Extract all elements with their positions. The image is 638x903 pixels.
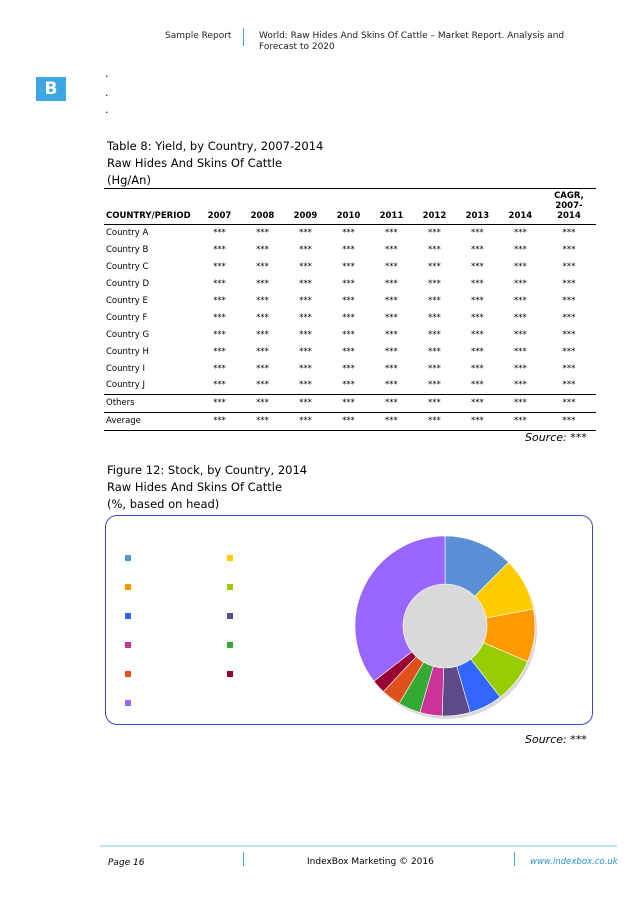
table-cell: *** <box>428 228 441 239</box>
table-row <box>104 242 596 259</box>
table-cell: *** <box>299 228 312 239</box>
figure-subtitle: Raw Hides And Skins Of Cattle <box>107 480 283 494</box>
figure-title: Figure 12: Stock, by Country, 2014 <box>107 463 308 477</box>
table-cell: *** <box>385 329 398 340</box>
table-cell: *** <box>342 363 355 374</box>
table-cell: *** <box>562 262 576 273</box>
column-header: 2008 <box>250 211 275 221</box>
ellipsis-dot: . <box>105 103 109 116</box>
column-header: 2012 <box>422 211 447 221</box>
table-cell: *** <box>562 329 576 340</box>
cagr-column-header <box>542 189 596 225</box>
table-cell: *** <box>514 329 527 340</box>
table-row <box>104 276 596 293</box>
table-cell: *** <box>299 296 312 306</box>
table-cell: *** <box>428 329 441 340</box>
table-cell: *** <box>514 245 527 256</box>
table-row <box>104 377 596 394</box>
table-cell: *** <box>428 296 441 306</box>
table-cell: *** <box>471 296 484 306</box>
table-cell: *** <box>299 279 312 290</box>
table-cell: *** <box>471 262 484 273</box>
table-cell: *** <box>562 346 576 357</box>
table-cell: *** <box>213 329 226 340</box>
table-cell: *** <box>385 245 398 256</box>
table-cell: *** <box>385 262 398 273</box>
table-cell: *** <box>299 312 312 323</box>
legend-swatch <box>125 555 131 561</box>
table-cell: *** <box>299 329 312 340</box>
legend-swatch <box>227 671 233 677</box>
table-cell: *** <box>428 363 441 374</box>
table-cell: *** <box>542 412 596 430</box>
table-cell: *** <box>562 312 576 323</box>
legend-swatch <box>227 555 233 561</box>
table-cell: *** <box>499 412 542 430</box>
table-row <box>104 360 596 377</box>
table-cell: *** <box>514 228 527 239</box>
table-cell: *** <box>385 312 398 323</box>
table-cell: *** <box>342 346 355 357</box>
table-cell: *** <box>370 412 413 430</box>
indexbox-logo: B <box>36 77 66 101</box>
table-cell: *** <box>342 279 355 290</box>
table-cell: *** <box>213 296 226 306</box>
table-cell: *** <box>471 245 484 256</box>
table-subtitle: Raw Hides And Skins Of Cattle <box>107 156 283 170</box>
table-row <box>104 326 596 343</box>
legend-swatch <box>125 613 131 619</box>
table-cell: *** <box>562 296 576 306</box>
table-cell: *** <box>514 346 527 357</box>
table-cell: *** <box>471 363 484 374</box>
legend-swatch <box>125 642 131 648</box>
table-cell: *** <box>299 380 312 391</box>
table-cell: *** <box>471 380 484 391</box>
table-cell: *** <box>428 380 441 391</box>
table-cell: *** <box>471 228 484 239</box>
column-header: COUNTRY/PERIOD <box>106 211 191 221</box>
ellipsis-dot: . <box>105 67 109 80</box>
row-label: Country B <box>106 245 149 256</box>
row-label: Country I <box>106 363 145 374</box>
table-cell: *** <box>256 312 269 323</box>
footer-separator <box>514 852 515 866</box>
table-row <box>104 259 596 276</box>
legend-swatch <box>125 584 131 590</box>
table-cell: *** <box>213 262 226 273</box>
table-cell: *** <box>256 363 269 374</box>
table-cell: *** <box>385 363 398 374</box>
table-cell: *** <box>385 228 398 239</box>
donut-chart <box>350 531 540 721</box>
table-cell: *** <box>213 312 226 323</box>
row-label: Country E <box>106 296 148 306</box>
table-cell: *** <box>413 412 456 430</box>
table-cell: *** <box>256 296 269 306</box>
table-cell: *** <box>471 346 484 357</box>
table-cell: *** <box>514 312 527 323</box>
table-cell: *** <box>241 394 284 412</box>
table-row <box>104 309 596 326</box>
footer-separator <box>243 852 244 866</box>
header-sample-report: Sample Report <box>165 31 232 41</box>
table-body <box>104 225 596 431</box>
table-cell: *** <box>256 329 269 340</box>
cagr-header-line: CAGR, <box>554 191 584 201</box>
legend-swatch <box>125 671 131 677</box>
legend-swatch <box>227 642 233 648</box>
figure-unit: (%, based on head) <box>107 497 220 511</box>
table-cell: *** <box>514 279 527 290</box>
table-cell: *** <box>256 279 269 290</box>
figure-source: Source: *** <box>525 733 587 746</box>
table-cell: *** <box>385 380 398 391</box>
footer-rule <box>100 845 617 847</box>
table-cell: *** <box>342 380 355 391</box>
table-cell: *** <box>342 228 355 239</box>
cagr-header-line: 2007- <box>555 201 583 211</box>
table-cell: *** <box>299 346 312 357</box>
header-title-line1: World: Raw Hides And Skins Of Cattle – Market Report. Analysis and <box>259 31 565 41</box>
table-cell: *** <box>514 262 527 273</box>
table-cell: *** <box>428 346 441 357</box>
column-header: 2010 <box>336 211 361 221</box>
table-cell: *** <box>213 346 226 357</box>
table-cell: *** <box>327 394 370 412</box>
table-cell: *** <box>198 394 241 412</box>
table-cell: *** <box>256 245 269 256</box>
table-cell: *** <box>428 279 441 290</box>
row-label: Others <box>104 394 198 412</box>
table-cell: *** <box>213 363 226 374</box>
row-label: Country A <box>106 228 149 239</box>
row-label: Country D <box>106 279 150 290</box>
row-label: Country J <box>106 380 145 391</box>
table-cell: *** <box>213 245 226 256</box>
column-header: 2009 <box>293 211 318 221</box>
table-unit: (Hg/An) <box>107 173 151 187</box>
row-label: Average <box>104 412 198 430</box>
table-cell: *** <box>428 312 441 323</box>
table-cell: *** <box>256 228 269 239</box>
table-cell: *** <box>456 412 499 430</box>
table-header-row <box>104 189 596 225</box>
table-cell: *** <box>327 412 370 430</box>
column-header: 2013 <box>465 211 490 221</box>
table-cell: *** <box>370 394 413 412</box>
table-cell: *** <box>299 363 312 374</box>
table-cell: *** <box>542 394 596 412</box>
column-header: 2011 <box>379 211 404 221</box>
table-source: Source: *** <box>525 431 587 444</box>
table-cell: *** <box>562 279 576 290</box>
table-cell: *** <box>385 279 398 290</box>
table-cell: *** <box>299 262 312 273</box>
table-cell: *** <box>256 380 269 391</box>
table-cell: *** <box>428 245 441 256</box>
footer-website-link[interactable]: www.indexbox.co.uk <box>530 857 618 867</box>
row-label: Country C <box>106 262 149 273</box>
table-cell: *** <box>299 245 312 256</box>
header-report-title <box>259 31 579 53</box>
footer-copyright: IndexBox Marketing © 2016 <box>307 857 434 867</box>
table-cell: *** <box>213 228 226 239</box>
table-cell: *** <box>471 279 484 290</box>
table-cell: *** <box>471 329 484 340</box>
table-cell: *** <box>562 380 576 391</box>
table-cell: *** <box>562 245 576 256</box>
legend-swatch <box>227 613 233 619</box>
cagr-header-line: 2014 <box>557 211 581 221</box>
table-cell: *** <box>213 279 226 290</box>
table-cell: *** <box>342 245 355 256</box>
table-row <box>104 343 596 360</box>
table-cell: *** <box>514 296 527 306</box>
table-cell: *** <box>428 262 441 273</box>
table-cell: *** <box>514 380 527 391</box>
table-cell: *** <box>342 329 355 340</box>
table-cell: *** <box>499 394 542 412</box>
header-title-line2: Forecast to 2020 <box>259 42 335 52</box>
legend-swatch <box>125 700 131 706</box>
table-cell: *** <box>342 296 355 306</box>
table-cell: *** <box>213 380 226 391</box>
row-label: Country F <box>106 312 148 323</box>
table-cell: *** <box>514 363 527 374</box>
table-cell: *** <box>342 262 355 273</box>
row-label: Country G <box>106 329 150 340</box>
table-row <box>104 394 596 412</box>
table-cell: *** <box>385 346 398 357</box>
table-cell: *** <box>284 394 327 412</box>
table-cell: *** <box>562 228 576 239</box>
table-cell: *** <box>456 394 499 412</box>
table-row <box>104 293 596 310</box>
table-cell: *** <box>385 296 398 306</box>
table-cell: *** <box>241 412 284 430</box>
table-cell: *** <box>471 312 484 323</box>
column-header: 2007 <box>207 211 232 221</box>
footer-page-number: Page 16 <box>108 858 145 868</box>
table-row <box>104 225 596 242</box>
ellipsis-dot: . <box>105 86 109 99</box>
table-title: Table 8: Yield, by Country, 2007-2014 <box>107 139 324 153</box>
table-cell: *** <box>413 394 456 412</box>
table-cell: *** <box>198 412 241 430</box>
header-separator <box>243 28 244 46</box>
yield-table <box>104 188 596 431</box>
table-row <box>104 412 596 430</box>
table-cell: *** <box>256 262 269 273</box>
column-header: 2014 <box>508 211 533 221</box>
row-label: Country H <box>106 346 149 357</box>
table-cell: *** <box>342 312 355 323</box>
table-cell: *** <box>562 363 576 374</box>
table-cell: *** <box>284 412 327 430</box>
table-cell: *** <box>256 346 269 357</box>
legend-swatch <box>227 584 233 590</box>
